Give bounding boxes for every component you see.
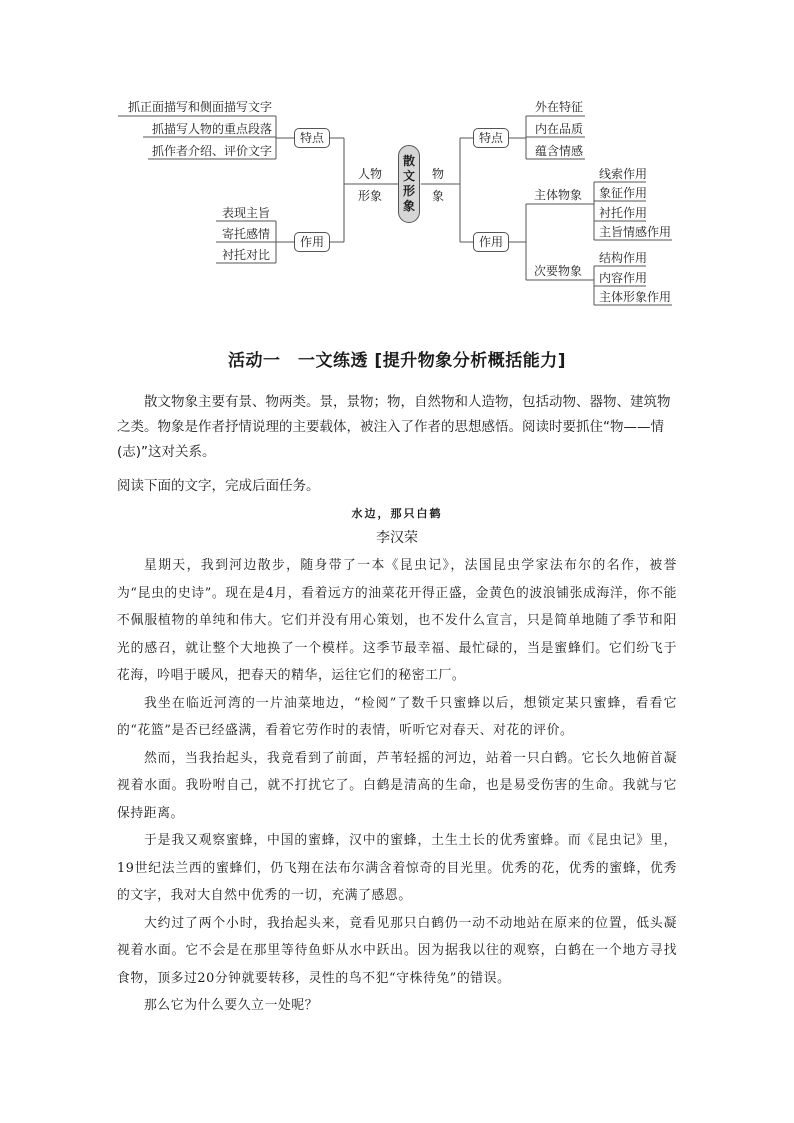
left-feature-item: 抓作者介绍、评价文字 [151, 144, 272, 158]
object-image-label-line: 物 [431, 167, 444, 181]
article-paragraph: 然而，当我抬起头，我竟看到了前面，芦苇轻摇的河边，站着一只白鹤。它长久地俯首凝视着水面。我吩咐自己，就不打扰它了。白鹤是清高的生命，也是易受伤害的生命。我就与它保持距离。 [117, 750, 677, 821]
object-image-label [430, 163, 446, 207]
right-features-box: 特点 [473, 128, 509, 148]
object-image-label-line: 象 [431, 189, 444, 203]
main-object-label: 主体物象 [534, 188, 583, 202]
center-char: 文 [402, 169, 415, 183]
center-char: 散 [402, 154, 415, 168]
article-title: 水边，那只白鹤 [351, 507, 443, 520]
main-object-item: 线索作用 [599, 167, 648, 181]
intro-paragraph: 散文物象主要有景、物两类。景，景物；物，自然物和人造物，包括动物、器物、建筑物之类。物象是作者抒情说理的主要载体，被注入了作者的思想感悟。阅读时要抓住“物——情(志)”这对关系。 [117, 394, 671, 460]
left-function-item: 寄托感情 [221, 227, 270, 241]
main-object-item: 主旨情感作用 [599, 225, 672, 239]
right-feature-item: 外在特征 [535, 100, 584, 114]
main-object-item: 衬托作用 [599, 206, 648, 220]
activity-heading: 活动一 一文练透 [提升物象分析概括能力] [228, 351, 566, 371]
left-function-item: 衬托对比 [221, 248, 270, 262]
right-feature-item: 内在品质 [535, 122, 584, 136]
secondary-object-item: 内容作用 [599, 271, 648, 285]
reading-instruction: 阅读下面的文字，完成后面任务。 [117, 478, 320, 494]
left-feature-item: 抓描写人物的重点段落 [151, 122, 272, 136]
secondary-object-label: 次要物象 [534, 264, 583, 278]
right-feature-item: 蕴含情感 [535, 144, 584, 158]
person-image-label-line: 人物 [357, 167, 382, 181]
person-image-label [355, 163, 385, 207]
left-function-box: 作用 [294, 232, 330, 252]
mind-map-connectors [0, 0, 794, 320]
mind-map-diagram [0, 0, 794, 320]
article-body [117, 552, 677, 1020]
article-paragraph: 那么它为什么要久立一处呢？ [144, 998, 319, 1013]
prose-image-center-node [398, 145, 420, 223]
article-author: 李汉荣 [376, 530, 418, 546]
left-feature-item: 抓正面描写和侧面描写文字 [127, 100, 272, 114]
article-paragraph: 我坐在临近河湾的一片油菜地边，“检阅”了数千只蜜蜂以后，想锁定某只蜜蜂，看看它的“花篮”是否已经盛满，看着它劳作时的表情，听听它对春天、对花的评价。 [117, 695, 677, 738]
person-image-label-line: 形象 [357, 189, 382, 203]
center-char: 形 [402, 184, 415, 198]
main-object-item: 象征作用 [599, 186, 648, 200]
right-function-box: 作用 [473, 232, 509, 252]
article-paragraph: 大约过了两个小时，我抬起头来，竟看见那只白鹤仍一动不动地站在原来的位置，低头凝视着水面。它不会是在那里等待鱼虾从水中跃出。因为据我以往的观察，白鹤在一个地方寻找食物，顶多过20分钟就要转移，灵性的鸟不犯“守株待兔”的错误。 [117, 915, 677, 986]
left-function-item: 表现主旨 [221, 206, 270, 220]
secondary-object-item: 结构作用 [599, 251, 648, 265]
left-features-box: 特点 [294, 128, 330, 148]
secondary-object-item: 主体形象作用 [599, 290, 672, 304]
article-paragraph: 于是我又观察蜜蜂，中国的蜜蜂，汉中的蜜蜂，土生土长的优秀蜜蜂。而《昆虫记》里，19世纪法兰西的蜜蜂们，仍飞翔在法布尔满含着惊奇的目光里。优秀的花，优秀的蜜蜂，优秀的文字，我对大自然中优秀的一切，充满了感恩。 [117, 833, 677, 903]
article-paragraph: 星期天，我到河边散步，随身带了一本《昆虫记》，法国昆虫学家法布尔的名作，被誉为“昆虫的史诗”。现在是4月，看着远方的油菜花开得正盛，金黄色的波浪铺张成海洋，你不能不佩服植物的单纯和伟大。它们并没有用心策划，也不发什么宣言，只是简单地随了季节和阳光的感召，就让整个大地换了一个模样。这季节最幸福、最忙碌的，当是蜜蜂们。它们纷飞于花海，吟唱于暖风，把春天的精华，运往它们的秘密工厂。 [117, 558, 677, 683]
center-char: 象 [402, 199, 415, 213]
